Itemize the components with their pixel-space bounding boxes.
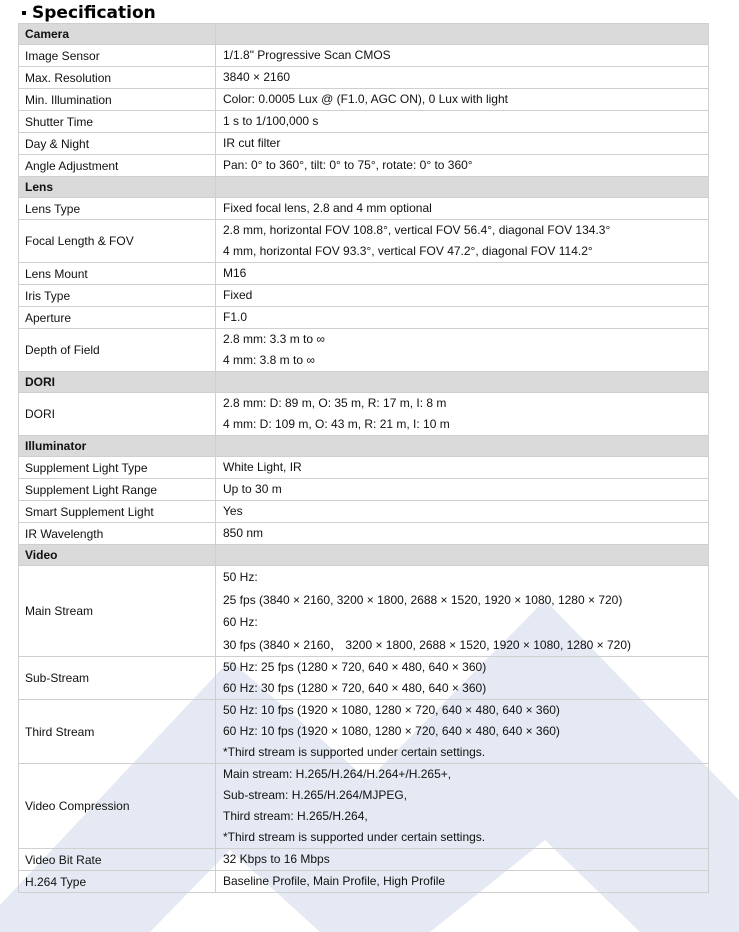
section-header-row	[19, 24, 709, 45]
spec-value-line: 50 Hz: 10 fps (1920 × 1080, 1280 × 720, 640 × 480, 640 × 360)	[223, 703, 560, 717]
spec-label: Focal Length & FOV	[19, 220, 216, 263]
section-header-row	[19, 436, 709, 457]
spec-value	[216, 67, 709, 89]
spec-value-line: F1.0	[223, 310, 248, 324]
spec-value-line: 32 Kbps to 16 Mbps	[223, 852, 330, 866]
spec-value	[216, 523, 709, 545]
section-title: Lens	[19, 177, 216, 198]
spec-value	[216, 307, 709, 329]
spec-value-line: 4 mm: D: 109 m, O: 43 m, R: 21 m, I: 10 m	[223, 417, 450, 431]
spec-value	[216, 329, 709, 372]
spec-row	[19, 479, 709, 501]
spec-row	[19, 764, 709, 849]
spec-value	[216, 764, 709, 849]
section-title: Video	[19, 545, 216, 566]
section-header-fill	[216, 436, 709, 457]
spec-row	[19, 67, 709, 89]
spec-value-line: Baseline Profile, Main Profile, High Profile	[223, 874, 446, 888]
spec-value-line: White Light, IR	[223, 460, 302, 474]
spec-row	[19, 198, 709, 220]
section-header-row	[19, 177, 709, 198]
spec-value-line: Yes	[223, 504, 243, 518]
page-heading	[22, 2, 156, 24]
spec-value-line: 1/1.8" Progressive Scan CMOS	[223, 48, 391, 62]
spec-value-line: Third stream: H.265/H.264,	[223, 809, 368, 823]
spec-value-line: 50 Hz:	[223, 570, 258, 584]
spec-row	[19, 700, 709, 764]
spec-value-line: Up to 30 m	[223, 482, 282, 496]
spec-value	[216, 871, 709, 893]
specification-table	[18, 23, 709, 893]
spec-value-line: Pan: 0° to 360°, tilt: 0° to 75°, rotate: 0° to 360°	[223, 158, 473, 172]
spec-row	[19, 111, 709, 133]
spec-label: Lens Mount	[19, 263, 216, 285]
spec-value-line: 50 Hz: 25 fps (1280 × 720, 640 × 480, 640 × 360)	[223, 660, 487, 674]
spec-label: Main Stream	[19, 566, 216, 657]
spec-value-line: 60 Hz: 10 fps (1920 × 1080, 1280 × 720, 640 × 480, 640 × 360)	[223, 724, 560, 738]
spec-label: Shutter Time	[19, 111, 216, 133]
spec-value-line: M16	[223, 266, 247, 280]
spec-value	[216, 700, 709, 764]
spec-value-line: 30 fps (3840 × 2160， 3200 × 1800, 2688 × 1520, 1920 × 1080, 1280 × 720)	[223, 637, 632, 652]
spec-row	[19, 155, 709, 177]
spec-row	[19, 393, 709, 436]
spec-row	[19, 45, 709, 67]
spec-row	[19, 523, 709, 545]
spec-value-line: Sub-stream: H.265/H.264/MJPEG,	[223, 788, 408, 802]
section-header-row	[19, 545, 709, 566]
spec-value	[216, 849, 709, 871]
section-title: Illuminator	[19, 436, 216, 457]
spec-value	[216, 657, 709, 700]
spec-value	[216, 220, 709, 263]
spec-value	[216, 89, 709, 111]
spec-value-line: 60 Hz: 30 fps (1280 × 720, 640 × 480, 640 × 360)	[223, 681, 487, 695]
spec-value	[216, 263, 709, 285]
spec-value-line: 4 mm, horizontal FOV 93.3°, vertical FOV 47.2°, diagonal FOV 114.2°	[223, 244, 593, 258]
spec-row	[19, 220, 709, 263]
spec-value	[216, 479, 709, 501]
spec-value	[216, 198, 709, 220]
heading-text: Specification	[32, 3, 156, 23]
spec-value	[216, 111, 709, 133]
spec-value-line: 3840 × 2160	[223, 70, 291, 84]
spec-label: Aperture	[19, 307, 216, 329]
spec-row	[19, 457, 709, 479]
spec-row	[19, 89, 709, 111]
section-header-fill	[216, 24, 709, 45]
spec-label: Max. Resolution	[19, 67, 216, 89]
spec-label: Min. Illumination	[19, 89, 216, 111]
spec-label: Sub-Stream	[19, 657, 216, 700]
spec-label: DORI	[19, 393, 216, 436]
spec-label: Angle Adjustment	[19, 155, 216, 177]
spec-value	[216, 393, 709, 436]
spec-value-line: Fixed focal lens, 2.8 and 4 mm optional	[223, 201, 432, 215]
spec-label: H.264 Type	[19, 871, 216, 893]
section-header-fill	[216, 177, 709, 198]
spec-label: Supplement Light Range	[19, 479, 216, 501]
spec-value	[216, 285, 709, 307]
spec-row	[19, 501, 709, 523]
spec-value	[216, 133, 709, 155]
spec-value-line: 2.8 mm, horizontal FOV 108.8°, vertical FOV 56.4°, diagonal FOV 134.3°	[223, 223, 611, 237]
spec-row	[19, 285, 709, 307]
spec-value	[216, 155, 709, 177]
spec-label: Video Bit Rate	[19, 849, 216, 871]
spec-value-line: 2.8 mm: D: 89 m, O: 35 m, R: 17 m, I: 8 m	[223, 396, 447, 410]
spec-row	[19, 263, 709, 285]
section-title: DORI	[19, 372, 216, 393]
spec-value-line: Main stream: H.265/H.264/H.264+/H.265+,	[223, 767, 452, 781]
spec-value-line: 850 nm	[223, 526, 264, 540]
spec-value-line: *Third stream is supported under certain settings.	[223, 745, 486, 759]
spec-value-line: 1 s to 1/100,000 s	[223, 114, 319, 128]
spec-value	[216, 457, 709, 479]
spec-value	[216, 45, 709, 67]
spec-value-line: Fixed	[223, 288, 253, 302]
spec-label: Video Compression	[19, 764, 216, 849]
spec-value-line: 25 fps (3840 × 2160, 3200 × 1800, 2688 × 1520, 1920 × 1080, 1280 × 720)	[223, 592, 623, 607]
spec-label: IR Wavelength	[19, 523, 216, 545]
spec-value	[216, 566, 709, 657]
spec-row	[19, 566, 709, 657]
spec-label: Lens Type	[19, 198, 216, 220]
spec-row	[19, 329, 709, 372]
spec-label: Supplement Light Type	[19, 457, 216, 479]
spec-row	[19, 871, 709, 893]
spec-row	[19, 657, 709, 700]
spec-row	[19, 133, 709, 155]
spec-label: Day & Night	[19, 133, 216, 155]
spec-value	[216, 501, 709, 523]
spec-value-line: *Third stream is supported under certain settings.	[223, 830, 486, 844]
spec-label: Depth of Field	[19, 329, 216, 372]
section-title: Camera	[19, 24, 216, 45]
spec-value-line: 60 Hz:	[223, 615, 258, 629]
spec-label: Image Sensor	[19, 45, 216, 67]
spec-row	[19, 307, 709, 329]
bullet-icon	[22, 11, 26, 15]
spec-label: Smart Supplement Light	[19, 501, 216, 523]
spec-label: Third Stream	[19, 700, 216, 764]
section-header-fill	[216, 545, 709, 566]
spec-value-line: 2.8 mm: 3.3 m to ∞	[223, 332, 325, 346]
section-header-fill	[216, 372, 709, 393]
spec-value-line: IR cut filter	[223, 136, 281, 150]
spec-value-line: 4 mm: 3.8 m to ∞	[223, 353, 315, 367]
spec-row	[19, 849, 709, 871]
spec-label: Iris Type	[19, 285, 216, 307]
section-header-row	[19, 372, 709, 393]
spec-value-line: Color: 0.0005 Lux @ (F1.0, AGC ON), 0 Lux with light	[223, 92, 508, 106]
